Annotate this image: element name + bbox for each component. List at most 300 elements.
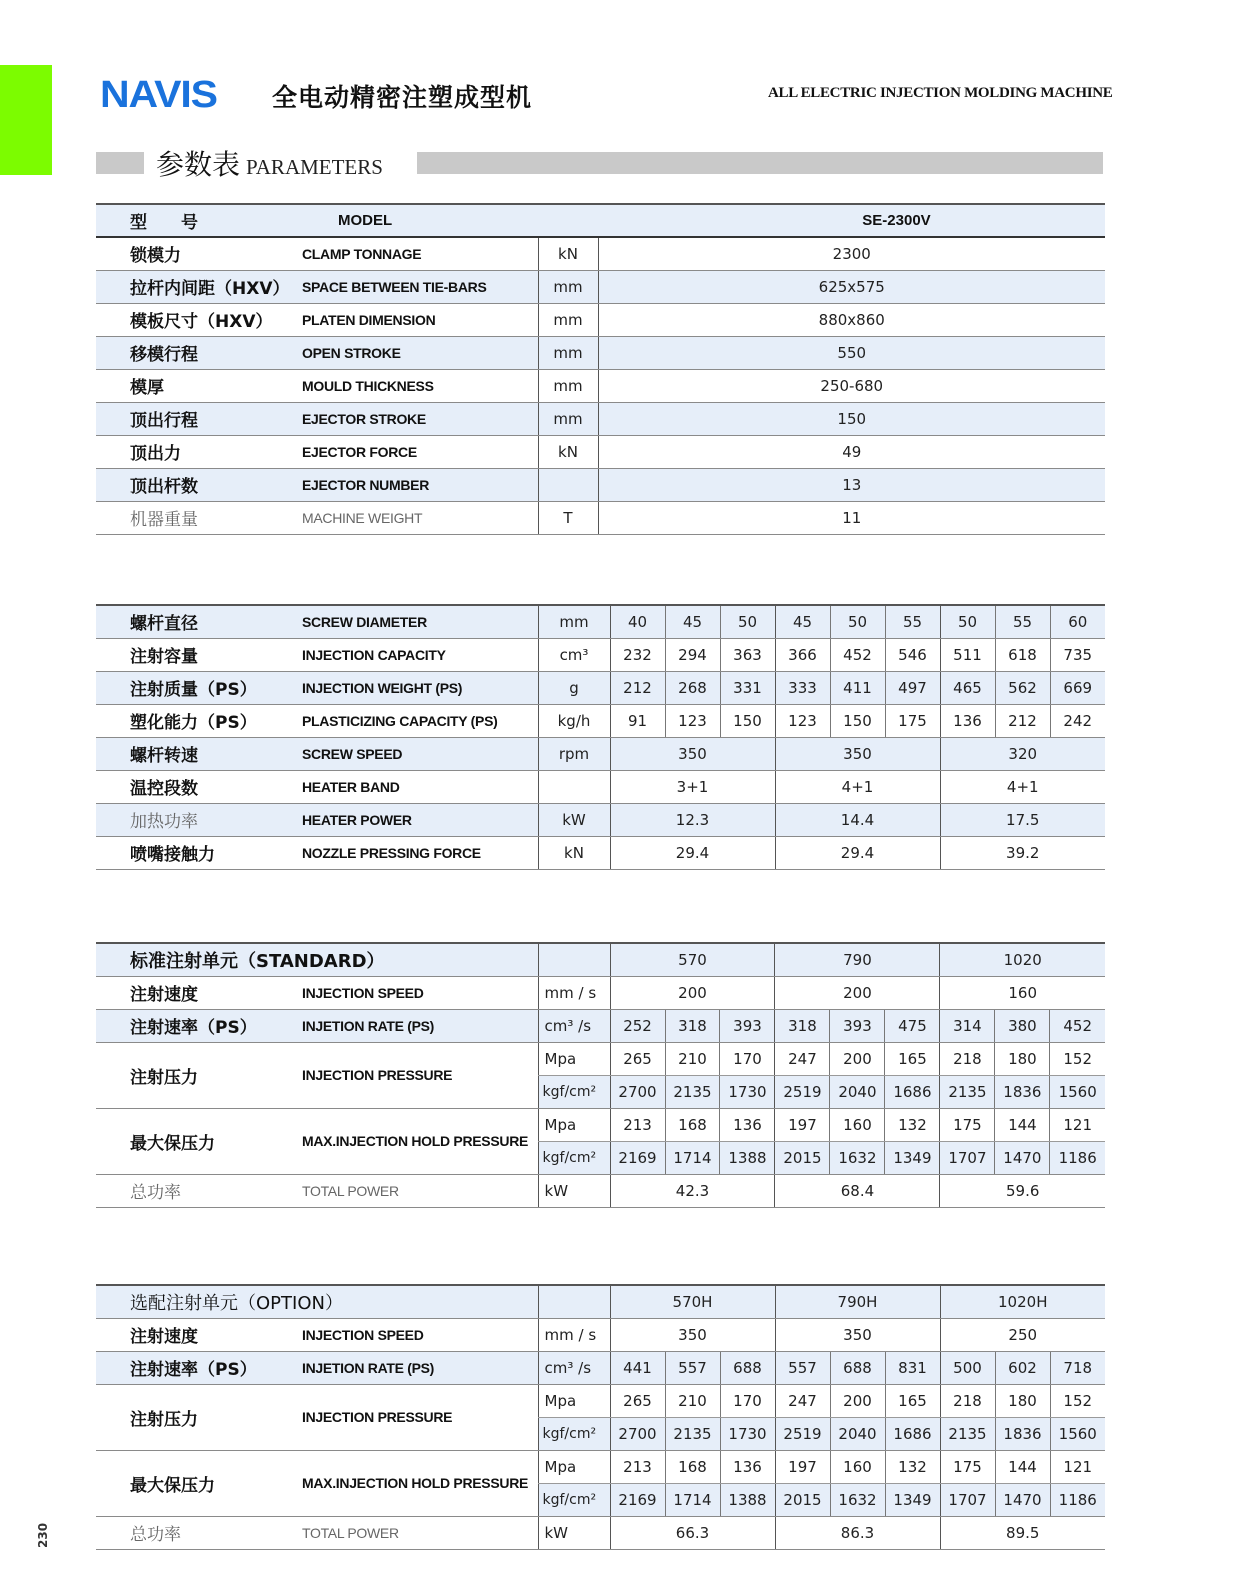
section-bar-left: [96, 152, 144, 174]
param-name-en: CLAMP TONNAGE: [302, 237, 538, 270]
param-value: 669: [1050, 671, 1105, 704]
param-name-en: INJECTION SPEED: [302, 976, 538, 1009]
param-unit: rpm: [538, 737, 610, 770]
param-value: 218: [940, 1384, 995, 1417]
param-value: 242: [1050, 704, 1105, 737]
param-name-cn: 注射压力: [96, 1042, 302, 1108]
spec-row: [96, 369, 1105, 402]
param-value: 602: [995, 1351, 1050, 1384]
param-value: 1714: [665, 1141, 720, 1174]
injection-unit-model: 1020H: [940, 1285, 1105, 1318]
param-value: 60: [1050, 605, 1105, 638]
param-value: 66.3: [610, 1516, 775, 1549]
param-value: 1388: [720, 1483, 775, 1516]
model-label-en: MODEL: [302, 204, 538, 237]
param-value: 250: [940, 1318, 1105, 1351]
param-value: 546: [885, 638, 940, 671]
param-value: 200: [775, 976, 940, 1009]
unit-header-row: [96, 1285, 1105, 1318]
spec-row: [96, 976, 1105, 1009]
param-value: 2169: [610, 1141, 665, 1174]
spec-row: [96, 468, 1105, 501]
param-unit: mm: [538, 605, 610, 638]
param-unit: kgf/cm²: [538, 1417, 610, 1450]
param-name-cn: 机器重量: [96, 501, 302, 534]
param-value: 350: [610, 737, 775, 770]
param-value: 121: [1050, 1450, 1105, 1483]
param-value: 136: [720, 1108, 775, 1141]
param-unit: Mpa: [538, 1384, 610, 1417]
param-name-en: MAX.INJECTION HOLD PRESSURE: [302, 1108, 538, 1174]
param-name-cn: 注射速率（PS）: [96, 1009, 302, 1042]
param-value: 2015: [775, 1141, 830, 1174]
param-name-cn: 总功率: [96, 1174, 302, 1207]
param-value: 441: [610, 1351, 665, 1384]
param-value: 39.2: [940, 836, 1105, 869]
param-value: 144: [995, 1450, 1050, 1483]
param-name-en: INJECTION PRESSURE: [302, 1042, 538, 1108]
param-name-cn: 顶出行程: [96, 402, 302, 435]
param-value: 200: [830, 1384, 885, 1417]
param-value: 1686: [885, 1075, 940, 1108]
param-value: 366: [775, 638, 830, 671]
param-value: 175: [940, 1108, 995, 1141]
param-value: 1836: [995, 1075, 1050, 1108]
param-name-cn: 喷嘴接触力: [96, 836, 302, 869]
section-title-en: PARAMETERS: [246, 155, 383, 179]
spec-row: [96, 1318, 1105, 1351]
param-value: 160: [830, 1108, 885, 1141]
param-name-cn: 温控段数: [96, 770, 302, 803]
param-name-en: MAX.INJECTION HOLD PRESSURE: [302, 1450, 538, 1516]
param-value: 393: [720, 1009, 775, 1042]
injection-unit-model: 570: [610, 943, 775, 976]
param-value: 150: [598, 402, 1105, 435]
table-header-row: [96, 204, 1105, 237]
param-unit: kg/h: [538, 704, 610, 737]
param-value: 89.5: [940, 1516, 1105, 1549]
param-value: 91: [610, 704, 665, 737]
param-value: 1186: [1050, 1483, 1105, 1516]
param-value: 318: [775, 1009, 830, 1042]
param-name-cn: 锁模力: [96, 237, 302, 270]
spec-row: [96, 303, 1105, 336]
param-value: 252: [610, 1009, 665, 1042]
unit-blank: [538, 1285, 610, 1318]
param-value: 380: [995, 1009, 1050, 1042]
param-name-en: INJECTION SPEED: [302, 1318, 538, 1351]
param-value: 350: [775, 737, 940, 770]
standard-injection-table: [96, 942, 1105, 1208]
spec-row: [96, 270, 1105, 303]
param-unit: g: [538, 671, 610, 704]
param-name-en: INJETION RATE (PS): [302, 1009, 538, 1042]
param-value: 13: [598, 468, 1105, 501]
param-value: 1560: [1050, 1075, 1105, 1108]
param-value: 168: [665, 1108, 720, 1141]
param-value: 45: [775, 605, 830, 638]
spec-row: [96, 1174, 1105, 1207]
param-value: 1560: [1050, 1417, 1105, 1450]
param-name-cn: 顶出杆数: [96, 468, 302, 501]
param-value: 45: [665, 605, 720, 638]
param-name-cn: 螺杆直径: [96, 605, 302, 638]
param-value: 170: [720, 1042, 775, 1075]
param-name-cn: 螺杆转速: [96, 737, 302, 770]
param-value: 232: [610, 638, 665, 671]
param-name-cn: 总功率: [96, 1516, 302, 1549]
param-value: 550: [598, 336, 1105, 369]
param-unit: kN: [538, 836, 610, 869]
spec-row: [96, 1516, 1105, 1549]
param-unit: mm: [538, 369, 598, 402]
param-value: 1707: [940, 1483, 995, 1516]
param-value: 735: [1050, 638, 1105, 671]
param-unit: kgf/cm²: [538, 1141, 610, 1174]
spec-row: [96, 770, 1105, 803]
param-value: 152: [1050, 1384, 1105, 1417]
spec-row: [96, 336, 1105, 369]
param-unit: Mpa: [538, 1042, 610, 1075]
section-title-cn: 参数表: [156, 148, 241, 181]
param-name-en: INJECTION CAPACITY: [302, 638, 538, 671]
param-unit: mm / s: [538, 1318, 610, 1351]
brand-logo: NAVIS: [100, 74, 217, 116]
param-value: 200: [610, 976, 775, 1009]
param-value: 1730: [720, 1417, 775, 1450]
spec-row: [96, 1450, 1105, 1483]
param-value: 265: [610, 1042, 665, 1075]
param-value: 318: [665, 1009, 720, 1042]
param-value: 180: [995, 1384, 1050, 1417]
page-title-en: ALL ELECTRIC INJECTION MOLDING MACHINE: [768, 85, 1113, 101]
param-value: 1349: [885, 1483, 940, 1516]
spec-row: [96, 1042, 1105, 1075]
param-unit: kgf/cm²: [538, 1075, 610, 1108]
param-unit: kW: [538, 1516, 610, 1549]
param-value: 497: [885, 671, 940, 704]
param-name-cn: 注射速度: [96, 976, 302, 1009]
param-value: 210: [665, 1042, 720, 1075]
param-value: 2015: [775, 1483, 830, 1516]
param-name-en: TOTAL POWER: [302, 1174, 538, 1207]
spec-row: [96, 737, 1105, 770]
param-value: 121: [1050, 1108, 1105, 1141]
param-name-cn: 注射速率（PS）: [96, 1351, 302, 1384]
param-value: 2135: [940, 1075, 995, 1108]
param-value: 1836: [995, 1417, 1050, 1450]
spec-row: [96, 237, 1105, 270]
param-value: 165: [885, 1042, 940, 1075]
param-value: 3+1: [610, 770, 775, 803]
param-value: 123: [775, 704, 830, 737]
spec-row: [96, 704, 1105, 737]
param-value: 331: [720, 671, 775, 704]
param-value: 247: [775, 1384, 830, 1417]
param-value: 68.4: [775, 1174, 940, 1207]
param-value: 2040: [830, 1075, 885, 1108]
param-value: 55: [995, 605, 1050, 638]
spec-row: [96, 671, 1105, 704]
param-unit: cm³ /s: [538, 1009, 610, 1042]
param-value: 42.3: [610, 1174, 775, 1207]
param-name-cn: 加热功率: [96, 803, 302, 836]
param-value: 625x575: [598, 270, 1105, 303]
param-unit: mm: [538, 402, 598, 435]
param-name-en: EJECTOR STROKE: [302, 402, 538, 435]
param-value: 2169: [610, 1483, 665, 1516]
param-value: 2135: [665, 1417, 720, 1450]
param-value: 2300: [598, 237, 1105, 270]
page-title-cn: 全电动精密注塑成型机: [272, 83, 533, 112]
param-name-en: EJECTOR FORCE: [302, 435, 538, 468]
param-value: 1470: [995, 1141, 1050, 1174]
injection-unit-model: 790H: [775, 1285, 940, 1318]
param-unit: cm³ /s: [538, 1351, 610, 1384]
param-value: 557: [665, 1351, 720, 1384]
param-value: 150: [830, 704, 885, 737]
param-value: 2519: [775, 1075, 830, 1108]
param-value: 2040: [830, 1417, 885, 1450]
spec-row: [96, 501, 1105, 534]
param-value: 688: [720, 1351, 775, 1384]
param-value: 29.4: [610, 836, 775, 869]
spec-row: [96, 1351, 1105, 1384]
spec-row: [96, 605, 1105, 638]
param-value: 1349: [885, 1141, 940, 1174]
param-value: 880x860: [598, 303, 1105, 336]
param-value: 718: [1050, 1351, 1105, 1384]
param-value: 265: [610, 1384, 665, 1417]
param-value: 197: [775, 1108, 830, 1141]
param-value: 562: [995, 671, 1050, 704]
param-value: 175: [940, 1450, 995, 1483]
param-value: 132: [885, 1450, 940, 1483]
param-unit: kN: [538, 435, 598, 468]
param-value: 14.4: [775, 803, 940, 836]
param-value: 50: [940, 605, 995, 638]
param-value: 123: [665, 704, 720, 737]
param-name-cn: 移模行程: [96, 336, 302, 369]
spec-row: [96, 1009, 1105, 1042]
param-value: 160: [830, 1450, 885, 1483]
param-value: 247: [775, 1042, 830, 1075]
section-bar-right: [417, 152, 1103, 174]
param-value: 197: [775, 1450, 830, 1483]
param-value: 150: [720, 704, 775, 737]
param-value: 2135: [665, 1075, 720, 1108]
param-value: 411: [830, 671, 885, 704]
param-value: 40: [610, 605, 665, 638]
injection-unit-model: 1020: [940, 943, 1105, 976]
param-value: 333: [775, 671, 830, 704]
param-name-en: HEATER BAND: [302, 770, 538, 803]
param-value: 2519: [775, 1417, 830, 1450]
param-name-cn: 顶出力: [96, 435, 302, 468]
param-name-en: INJECTION WEIGHT (PS): [302, 671, 538, 704]
param-value: 50: [720, 605, 775, 638]
page-number: 230: [36, 1522, 50, 1548]
param-value: 144: [995, 1108, 1050, 1141]
param-unit: Mpa: [538, 1108, 610, 1141]
param-value: 212: [610, 671, 665, 704]
param-value: 465: [940, 671, 995, 704]
param-name-en: NOZZLE PRESSING FORCE: [302, 836, 538, 869]
param-name-cn: 最大保压力: [96, 1450, 302, 1516]
param-value: 165: [885, 1384, 940, 1417]
param-value: 152: [1050, 1042, 1105, 1075]
param-value: 320: [940, 737, 1105, 770]
param-name-en: MACHINE WEIGHT: [302, 501, 538, 534]
param-value: 350: [610, 1318, 775, 1351]
param-value: 2700: [610, 1075, 665, 1108]
unit-header-row: [96, 943, 1105, 976]
param-value: 268: [665, 671, 720, 704]
param-name-en: EJECTOR NUMBER: [302, 468, 538, 501]
green-edge-tab: [0, 65, 52, 175]
param-value: 618: [995, 638, 1050, 671]
param-value: 1714: [665, 1483, 720, 1516]
param-name-cn: 拉杆内间距（HXV）: [96, 270, 302, 303]
param-value: 55: [885, 605, 940, 638]
param-value: 452: [1050, 1009, 1105, 1042]
param-value: 393: [830, 1009, 885, 1042]
spec-row: [96, 638, 1105, 671]
param-value: 452: [830, 638, 885, 671]
param-value: 250-680: [598, 369, 1105, 402]
param-value: 1730: [720, 1075, 775, 1108]
param-value: 363: [720, 638, 775, 671]
param-name-en: OPEN STROKE: [302, 336, 538, 369]
param-unit: [538, 468, 598, 501]
param-value: 350: [775, 1318, 940, 1351]
param-value: 213: [610, 1108, 665, 1141]
param-value: 210: [665, 1384, 720, 1417]
param-unit: [538, 770, 610, 803]
param-value: 132: [885, 1108, 940, 1141]
param-unit: kW: [538, 803, 610, 836]
option-injection-table: [96, 1284, 1105, 1550]
clamp-spec-table: [96, 203, 1105, 535]
param-value: 688: [830, 1351, 885, 1384]
model-name: SE-2300V: [538, 204, 1105, 237]
param-name-en: INJETION RATE (PS): [302, 1351, 538, 1384]
injection-unit-model: 570H: [610, 1285, 775, 1318]
spec-row: [96, 435, 1105, 468]
param-value: 180: [995, 1042, 1050, 1075]
param-value: 1632: [830, 1483, 885, 1516]
spec-row: [96, 1384, 1105, 1417]
param-value: 50: [830, 605, 885, 638]
param-value: 29.4: [775, 836, 940, 869]
param-name-cn: 塑化能力（PS）: [96, 704, 302, 737]
param-name-cn: 注射容量: [96, 638, 302, 671]
param-value: 1388: [720, 1141, 775, 1174]
section-heading: [156, 143, 383, 179]
param-value: 212: [995, 704, 1050, 737]
param-value: 17.5: [940, 803, 1105, 836]
param-value: 11: [598, 501, 1105, 534]
param-value: 1470: [995, 1483, 1050, 1516]
param-value: 4+1: [940, 770, 1105, 803]
param-name-en: INJECTION PRESSURE: [302, 1384, 538, 1450]
spec-row: [96, 836, 1105, 869]
param-name-en: HEATER POWER: [302, 803, 538, 836]
model-label-cn: 型 号: [96, 204, 302, 237]
param-value: 200: [830, 1042, 885, 1075]
param-value: 1632: [830, 1141, 885, 1174]
screw-spec-table: [96, 604, 1105, 870]
param-name-en: MOULD THICKNESS: [302, 369, 538, 402]
spec-row: [96, 803, 1105, 836]
spec-row: [96, 402, 1105, 435]
param-unit: T: [538, 501, 598, 534]
param-name-en: TOTAL POWER: [302, 1516, 538, 1549]
injection-unit-model: 790: [775, 943, 940, 976]
param-name-en: PLATEN DIMENSION: [302, 303, 538, 336]
param-name-cn: 最大保压力: [96, 1108, 302, 1174]
param-name-cn: 模板尺寸（HXV）: [96, 303, 302, 336]
param-unit: mm: [538, 336, 598, 369]
param-unit: cm³: [538, 638, 610, 671]
injection-unit-title: 选配注射单元（OPTION）: [96, 1285, 538, 1318]
param-value: 500: [940, 1351, 995, 1384]
param-value: 2700: [610, 1417, 665, 1450]
param-value: 1707: [940, 1141, 995, 1174]
param-value: 4+1: [775, 770, 940, 803]
param-value: 1686: [885, 1417, 940, 1450]
param-name-cn: 模厚: [96, 369, 302, 402]
param-value: 511: [940, 638, 995, 671]
param-value: 294: [665, 638, 720, 671]
param-value: 136: [720, 1450, 775, 1483]
param-value: 59.6: [940, 1174, 1105, 1207]
param-value: 314: [940, 1009, 995, 1042]
param-value: 831: [885, 1351, 940, 1384]
unit-blank: [538, 943, 610, 976]
param-name-en: SCREW SPEED: [302, 737, 538, 770]
param-value: 170: [720, 1384, 775, 1417]
param-value: 12.3: [610, 803, 775, 836]
param-unit: mm / s: [538, 976, 610, 1009]
param-value: 2135: [940, 1417, 995, 1450]
param-value: 136: [940, 704, 995, 737]
param-name-en: PLASTICIZING CAPACITY (PS): [302, 704, 538, 737]
spec-row: [96, 1108, 1105, 1141]
param-name-cn: 注射速度: [96, 1318, 302, 1351]
param-unit: mm: [538, 303, 598, 336]
param-value: 218: [940, 1042, 995, 1075]
param-value: 160: [940, 976, 1105, 1009]
param-unit: mm: [538, 270, 598, 303]
param-value: 168: [665, 1450, 720, 1483]
param-unit: kgf/cm²: [538, 1483, 610, 1516]
param-unit: kN: [538, 237, 598, 270]
injection-unit-title: 标准注射单元（STANDARD）: [96, 943, 538, 976]
param-value: 49: [598, 435, 1105, 468]
param-unit: Mpa: [538, 1450, 610, 1483]
param-value: 86.3: [775, 1516, 940, 1549]
param-value: 475: [885, 1009, 940, 1042]
param-name-cn: 注射压力: [96, 1384, 302, 1450]
param-name-en: SPACE BETWEEN TIE-BARS: [302, 270, 538, 303]
param-unit: kW: [538, 1174, 610, 1207]
param-value: 1186: [1050, 1141, 1105, 1174]
param-value: 175: [885, 704, 940, 737]
param-name-cn: 注射质量（PS）: [96, 671, 302, 704]
param-value: 213: [610, 1450, 665, 1483]
param-value: 557: [775, 1351, 830, 1384]
